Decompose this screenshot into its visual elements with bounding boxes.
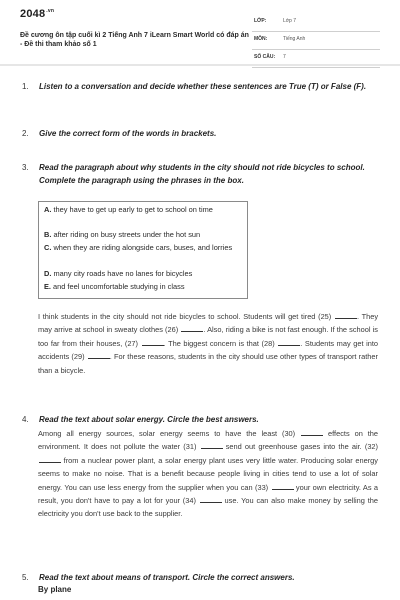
option-a xyxy=(44,204,244,216)
question-text: Read the paragraph about why students in the city should not ride bicycles to school. Complete the paragraph using the phrases in the box. xyxy=(39,163,365,185)
paragraph-text: from a nuclear power plant, a solar energy plant uses very little water. Producing solar energy seems to make no noise. That is a benefit because people living in cities tend to use a lot of solar energy. You can use less energy from the supplier when you can (33) xyxy=(38,455,378,492)
q3-paragraph xyxy=(38,310,378,377)
paragraph-text: . Students may get into accidents (29) xyxy=(38,338,378,362)
question-text: Listen to a conversation and decide whether these sentences are True (T) or False (F). xyxy=(39,82,367,91)
question-text: Read the text about means of transport. Circle the correct answers. xyxy=(39,573,295,582)
header-divider xyxy=(0,64,400,66)
logo-text: 2048 xyxy=(20,8,46,20)
question-number: 3. xyxy=(22,163,29,172)
meta-row-subject xyxy=(252,32,380,50)
meta-table xyxy=(252,14,380,68)
option-c xyxy=(44,242,244,254)
option-text: when they are riding alongside cars, buses, and lorries xyxy=(53,243,233,252)
blank-25[interactable] xyxy=(335,318,357,319)
header xyxy=(0,0,400,62)
option-e xyxy=(44,281,244,293)
options-box xyxy=(38,201,248,299)
blank-30[interactable] xyxy=(301,435,323,436)
meta-value: Tiếng Anh xyxy=(283,36,306,42)
paragraph-text: your own electricity. As a result, you don't have to pay a lot for your (34) xyxy=(38,482,379,506)
option-letter: A. xyxy=(44,205,52,214)
option-text: after riding on busy streets under the hot sun xyxy=(53,230,201,239)
blank-32[interactable] xyxy=(39,462,61,463)
option-d xyxy=(44,268,244,280)
site-logo[interactable] xyxy=(20,8,54,20)
paragraph-text: . The biggest concern is that (28) xyxy=(163,338,275,348)
paragraph-text: . Also, riding a bike is not fast enough. If the school is too far from their houses, (27) xyxy=(38,325,378,348)
meta-key: MÔN: xyxy=(254,36,268,42)
meta-key: LỚP: xyxy=(254,18,267,24)
question-text: Give the correct form of the words in brackets. xyxy=(39,129,217,138)
blank-27[interactable] xyxy=(142,345,164,346)
paragraph-text: effects on the environment. It does not pollute the water (31) xyxy=(38,429,379,452)
blank-31[interactable] xyxy=(201,448,223,449)
blank-34[interactable] xyxy=(200,502,222,503)
question-text: Read the text about solar energy. Circle the best answers. xyxy=(39,415,259,424)
option-text: they have to get up early to get to school on time xyxy=(53,205,213,214)
question-number: 2. xyxy=(22,129,29,138)
meta-key: SỐ CÂU: xyxy=(254,54,276,60)
option-text: many city roads have no lanes for bicycles xyxy=(53,269,193,278)
paragraph-text: send out greenhouse gases into the air. (32) xyxy=(225,442,378,452)
blank-33[interactable] xyxy=(272,489,294,490)
blank-29[interactable] xyxy=(88,358,110,359)
option-b xyxy=(44,229,244,241)
question-number: 1. xyxy=(22,82,29,91)
option-text: and feel uncomfortable studying in class xyxy=(53,282,185,291)
paragraph-text: use. You can also make money by selling the electricity you don't use back to the supplier. xyxy=(38,496,378,519)
question-number: 5. xyxy=(22,573,29,582)
logo-suffix: .vn xyxy=(46,8,55,14)
paragraph-text: I think students in the city should not ride bicycles to school. Students will get tired (25) xyxy=(38,312,332,321)
blank-28[interactable] xyxy=(278,345,300,346)
paragraph-text: Among all energy sources, solar energy seems to have the least (30) xyxy=(38,429,296,438)
meta-row-class xyxy=(252,14,380,32)
question-number: 4. xyxy=(22,415,29,424)
option-letter: B. xyxy=(44,230,52,239)
meta-value: Lớp 7 xyxy=(283,18,297,24)
q4-paragraph xyxy=(38,427,378,521)
option-letter: D. xyxy=(44,269,52,278)
paragraph-text: . They may arrive at school in sweaty clothes (26) xyxy=(38,312,379,335)
meta-value: 7 xyxy=(283,54,286,60)
option-letter: E. xyxy=(44,282,51,291)
option-letter: C. xyxy=(44,243,52,252)
section-subtitle: By plane xyxy=(38,585,72,594)
paragraph-text: . For these reasons, students in the city should use other types of transport rather than a bicycle. xyxy=(38,352,378,375)
blank-26[interactable] xyxy=(181,331,203,332)
document-title: Đề cương ôn tập cuối kì 2 Tiếng Anh 7 iLearn Smart World có đáp án - Đề thi tham khảo số 1 xyxy=(20,32,249,48)
